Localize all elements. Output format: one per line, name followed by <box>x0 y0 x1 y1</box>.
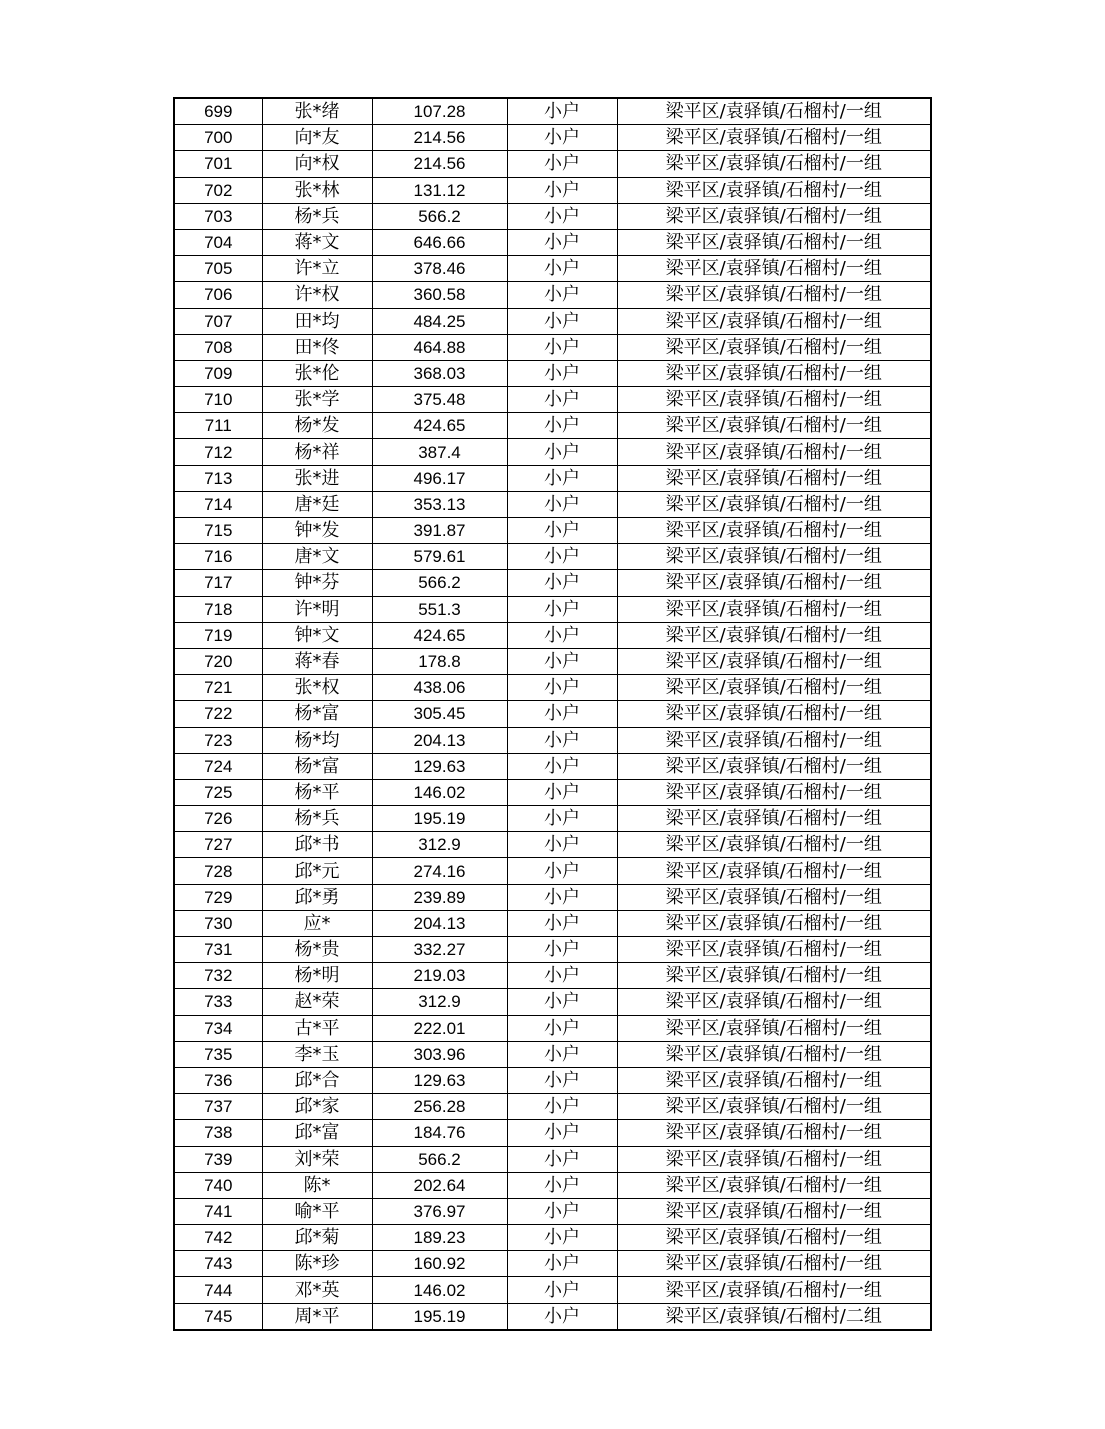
name-cell: 蒋*春 <box>262 648 372 674</box>
table-row <box>174 334 931 360</box>
address-cell: 梁平区/袁驿镇/石榴村/一组 <box>617 596 931 622</box>
table-row <box>174 177 931 203</box>
address-cell: 梁平区/袁驿镇/石榴村/一组 <box>617 282 931 308</box>
amount-cell: 129.63 <box>372 753 507 779</box>
row-number-cell: 727 <box>174 832 262 858</box>
amount-cell: 129.63 <box>372 1067 507 1093</box>
row-number-cell: 725 <box>174 779 262 805</box>
name-cell: 周*平 <box>262 1303 372 1330</box>
row-number-cell: 716 <box>174 544 262 570</box>
type-cell: 小户 <box>507 1251 617 1277</box>
table-row <box>174 989 931 1015</box>
table-row <box>174 1251 931 1277</box>
table-row <box>174 518 931 544</box>
row-number-cell: 708 <box>174 334 262 360</box>
name-cell: 唐*廷 <box>262 491 372 517</box>
name-cell: 陈*珍 <box>262 1251 372 1277</box>
table-row <box>174 701 931 727</box>
address-cell: 梁平区/袁驿镇/石榴村/一组 <box>617 1198 931 1224</box>
address-cell: 梁平区/袁驿镇/石榴村/一组 <box>617 544 931 570</box>
address-cell: 梁平区/袁驿镇/石榴村/一组 <box>617 1041 931 1067</box>
amount-cell: 566.2 <box>372 1146 507 1172</box>
address-cell: 梁平区/袁驿镇/石榴村/一组 <box>617 360 931 386</box>
type-cell: 小户 <box>507 596 617 622</box>
table-row <box>174 439 931 465</box>
row-number-cell: 721 <box>174 675 262 701</box>
row-number-cell: 705 <box>174 256 262 282</box>
name-cell: 唐*文 <box>262 544 372 570</box>
type-cell: 小户 <box>507 413 617 439</box>
table-row <box>174 1094 931 1120</box>
row-number-cell: 706 <box>174 282 262 308</box>
address-cell: 梁平区/袁驿镇/石榴村/一组 <box>617 1015 931 1041</box>
row-number-cell: 701 <box>174 151 262 177</box>
type-cell: 小户 <box>507 387 617 413</box>
address-cell: 梁平区/袁驿镇/石榴村/一组 <box>617 648 931 674</box>
amount-cell: 222.01 <box>372 1015 507 1041</box>
name-cell: 杨*富 <box>262 701 372 727</box>
table-row <box>174 1198 931 1224</box>
name-cell: 杨*平 <box>262 779 372 805</box>
address-cell: 梁平区/袁驿镇/石榴村/二组 <box>617 1303 931 1330</box>
amount-cell: 214.56 <box>372 151 507 177</box>
name-cell: 张*绪 <box>262 98 372 125</box>
table-row <box>174 937 931 963</box>
name-cell: 张*权 <box>262 675 372 701</box>
row-number-cell: 744 <box>174 1277 262 1303</box>
amount-cell: 312.9 <box>372 989 507 1015</box>
table-row <box>174 596 931 622</box>
address-cell: 梁平区/袁驿镇/石榴村/一组 <box>617 832 931 858</box>
address-cell: 梁平区/袁驿镇/石榴村/一组 <box>617 387 931 413</box>
name-cell: 张*林 <box>262 177 372 203</box>
type-cell: 小户 <box>507 177 617 203</box>
name-cell: 邱*家 <box>262 1094 372 1120</box>
row-number-cell: 700 <box>174 125 262 151</box>
table-row <box>174 1172 931 1198</box>
amount-cell: 353.13 <box>372 491 507 517</box>
type-cell: 小户 <box>507 98 617 125</box>
table-row <box>174 203 931 229</box>
table-body <box>174 98 931 1330</box>
amount-cell: 376.97 <box>372 1198 507 1224</box>
row-number-cell: 702 <box>174 177 262 203</box>
table-row <box>174 98 931 125</box>
amount-cell: 146.02 <box>372 1277 507 1303</box>
row-number-cell: 715 <box>174 518 262 544</box>
row-number-cell: 728 <box>174 858 262 884</box>
row-number-cell: 737 <box>174 1094 262 1120</box>
row-number-cell: 734 <box>174 1015 262 1041</box>
amount-cell: 375.48 <box>372 387 507 413</box>
name-cell: 杨*兵 <box>262 806 372 832</box>
name-cell: 田*佟 <box>262 334 372 360</box>
row-number-cell: 731 <box>174 937 262 963</box>
name-cell: 田*均 <box>262 308 372 334</box>
table-row <box>174 884 931 910</box>
row-number-cell: 745 <box>174 1303 262 1330</box>
address-cell: 梁平区/袁驿镇/石榴村/一组 <box>617 989 931 1015</box>
address-cell: 梁平区/袁驿镇/石榴村/一组 <box>617 1146 931 1172</box>
amount-cell: 146.02 <box>372 779 507 805</box>
address-cell: 梁平区/袁驿镇/石榴村/一组 <box>617 1120 931 1146</box>
type-cell: 小户 <box>507 151 617 177</box>
address-cell: 梁平区/袁驿镇/石榴村/一组 <box>617 229 931 255</box>
name-cell: 许*立 <box>262 256 372 282</box>
row-number-cell: 699 <box>174 98 262 125</box>
table-row <box>174 1120 931 1146</box>
row-number-cell: 741 <box>174 1198 262 1224</box>
name-cell: 杨*贵 <box>262 937 372 963</box>
amount-cell: 360.58 <box>372 282 507 308</box>
type-cell: 小户 <box>507 1041 617 1067</box>
type-cell: 小户 <box>507 622 617 648</box>
address-cell: 梁平区/袁驿镇/石榴村/一组 <box>617 439 931 465</box>
name-cell: 邱*合 <box>262 1067 372 1093</box>
type-cell: 小户 <box>507 256 617 282</box>
table-row <box>174 753 931 779</box>
table-row <box>174 675 931 701</box>
type-cell: 小户 <box>507 779 617 805</box>
amount-cell: 214.56 <box>372 125 507 151</box>
address-cell: 梁平区/袁驿镇/石榴村/一组 <box>617 491 931 517</box>
amount-cell: 160.92 <box>372 1251 507 1277</box>
amount-cell: 189.23 <box>372 1225 507 1251</box>
address-cell: 梁平区/袁驿镇/石榴村/一组 <box>617 727 931 753</box>
row-number-cell: 707 <box>174 308 262 334</box>
name-cell: 许*权 <box>262 282 372 308</box>
amount-cell: 566.2 <box>372 570 507 596</box>
table-row <box>174 413 931 439</box>
type-cell: 小户 <box>507 491 617 517</box>
address-cell: 梁平区/袁驿镇/石榴村/一组 <box>617 937 931 963</box>
name-cell: 张*伦 <box>262 360 372 386</box>
type-cell: 小户 <box>507 1303 617 1330</box>
type-cell: 小户 <box>507 753 617 779</box>
name-cell: 钟*发 <box>262 518 372 544</box>
row-number-cell: 729 <box>174 884 262 910</box>
name-cell: 赵*荣 <box>262 989 372 1015</box>
amount-cell: 579.61 <box>372 544 507 570</box>
table-row <box>174 491 931 517</box>
table-row <box>174 1225 931 1251</box>
name-cell: 向*友 <box>262 125 372 151</box>
type-cell: 小户 <box>507 544 617 570</box>
row-number-cell: 723 <box>174 727 262 753</box>
amount-cell: 274.16 <box>372 858 507 884</box>
table-row <box>174 1015 931 1041</box>
amount-cell: 438.06 <box>372 675 507 701</box>
address-cell: 梁平区/袁驿镇/石榴村/一组 <box>617 806 931 832</box>
row-number-cell: 733 <box>174 989 262 1015</box>
row-number-cell: 739 <box>174 1146 262 1172</box>
type-cell: 小户 <box>507 1094 617 1120</box>
address-cell: 梁平区/袁驿镇/石榴村/一组 <box>617 177 931 203</box>
type-cell: 小户 <box>507 989 617 1015</box>
row-number-cell: 724 <box>174 753 262 779</box>
table-row <box>174 1041 931 1067</box>
amount-cell: 496.17 <box>372 465 507 491</box>
type-cell: 小户 <box>507 1146 617 1172</box>
amount-cell: 178.8 <box>372 648 507 674</box>
address-cell: 梁平区/袁驿镇/石榴村/一组 <box>617 203 931 229</box>
type-cell: 小户 <box>507 832 617 858</box>
address-cell: 梁平区/袁驿镇/石榴村/一组 <box>617 1067 931 1093</box>
row-number-cell: 711 <box>174 413 262 439</box>
type-cell: 小户 <box>507 1120 617 1146</box>
row-number-cell: 740 <box>174 1172 262 1198</box>
amount-cell: 424.65 <box>372 413 507 439</box>
type-cell: 小户 <box>507 937 617 963</box>
name-cell: 张*学 <box>262 387 372 413</box>
type-cell: 小户 <box>507 1067 617 1093</box>
type-cell: 小户 <box>507 1015 617 1041</box>
table-row <box>174 806 931 832</box>
amount-cell: 484.25 <box>372 308 507 334</box>
table-row <box>174 1277 931 1303</box>
type-cell: 小户 <box>507 648 617 674</box>
name-cell: 陈* <box>262 1172 372 1198</box>
amount-cell: 195.19 <box>372 1303 507 1330</box>
amount-cell: 303.96 <box>372 1041 507 1067</box>
amount-cell: 239.89 <box>372 884 507 910</box>
amount-cell: 332.27 <box>372 937 507 963</box>
table-row <box>174 465 931 491</box>
type-cell: 小户 <box>507 282 617 308</box>
table-row <box>174 1067 931 1093</box>
type-cell: 小户 <box>507 465 617 491</box>
address-cell: 梁平区/袁驿镇/石榴村/一组 <box>617 622 931 648</box>
address-cell: 梁平区/袁驿镇/石榴村/一组 <box>617 963 931 989</box>
name-cell: 邱*勇 <box>262 884 372 910</box>
address-cell: 梁平区/袁驿镇/石榴村/一组 <box>617 256 931 282</box>
table-row <box>174 963 931 989</box>
address-cell: 梁平区/袁驿镇/石榴村/一组 <box>617 151 931 177</box>
amount-cell: 256.28 <box>372 1094 507 1120</box>
amount-cell: 184.76 <box>372 1120 507 1146</box>
address-cell: 梁平区/袁驿镇/石榴村/一组 <box>617 518 931 544</box>
table-row <box>174 570 931 596</box>
row-number-cell: 709 <box>174 360 262 386</box>
amount-cell: 551.3 <box>372 596 507 622</box>
address-cell: 梁平区/袁驿镇/石榴村/一组 <box>617 308 931 334</box>
table-row <box>174 151 931 177</box>
row-number-cell: 720 <box>174 648 262 674</box>
row-number-cell: 719 <box>174 622 262 648</box>
amount-cell: 387.4 <box>372 439 507 465</box>
table-row <box>174 779 931 805</box>
amount-cell: 219.03 <box>372 963 507 989</box>
table-row <box>174 858 931 884</box>
amount-cell: 107.28 <box>372 98 507 125</box>
address-cell: 梁平区/袁驿镇/石榴村/一组 <box>617 779 931 805</box>
type-cell: 小户 <box>507 203 617 229</box>
row-number-cell: 742 <box>174 1225 262 1251</box>
type-cell: 小户 <box>507 439 617 465</box>
address-cell: 梁平区/袁驿镇/石榴村/一组 <box>617 465 931 491</box>
row-number-cell: 735 <box>174 1041 262 1067</box>
amount-cell: 566.2 <box>372 203 507 229</box>
name-cell: 杨*发 <box>262 413 372 439</box>
name-cell: 张*进 <box>262 465 372 491</box>
name-cell: 喻*平 <box>262 1198 372 1224</box>
table-row <box>174 1303 931 1330</box>
address-cell: 梁平区/袁驿镇/石榴村/一组 <box>617 413 931 439</box>
name-cell: 应* <box>262 910 372 936</box>
type-cell: 小户 <box>507 675 617 701</box>
name-cell: 钟*文 <box>262 622 372 648</box>
amount-cell: 202.64 <box>372 1172 507 1198</box>
row-number-cell: 710 <box>174 387 262 413</box>
type-cell: 小户 <box>507 1225 617 1251</box>
table-row <box>174 360 931 386</box>
name-cell: 邓*英 <box>262 1277 372 1303</box>
type-cell: 小户 <box>507 125 617 151</box>
table-row <box>174 648 931 674</box>
table-row <box>174 544 931 570</box>
name-cell: 许*明 <box>262 596 372 622</box>
table-row <box>174 622 931 648</box>
amount-cell: 312.9 <box>372 832 507 858</box>
type-cell: 小户 <box>507 1277 617 1303</box>
row-number-cell: 712 <box>174 439 262 465</box>
address-cell: 梁平区/袁驿镇/石榴村/一组 <box>617 1251 931 1277</box>
type-cell: 小户 <box>507 570 617 596</box>
table-row <box>174 910 931 936</box>
name-cell: 杨*兵 <box>262 203 372 229</box>
table-row <box>174 308 931 334</box>
name-cell: 杨*明 <box>262 963 372 989</box>
name-cell: 刘*荣 <box>262 1146 372 1172</box>
address-cell: 梁平区/袁驿镇/石榴村/一组 <box>617 675 931 701</box>
type-cell: 小户 <box>507 910 617 936</box>
amount-cell: 204.13 <box>372 910 507 936</box>
row-number-cell: 726 <box>174 806 262 832</box>
type-cell: 小户 <box>507 858 617 884</box>
row-number-cell: 730 <box>174 910 262 936</box>
amount-cell: 204.13 <box>372 727 507 753</box>
table-row <box>174 1146 931 1172</box>
amount-cell: 305.45 <box>372 701 507 727</box>
row-number-cell: 703 <box>174 203 262 229</box>
name-cell: 邱*书 <box>262 832 372 858</box>
address-cell: 梁平区/袁驿镇/石榴村/一组 <box>617 753 931 779</box>
address-cell: 梁平区/袁驿镇/石榴村/一组 <box>617 884 931 910</box>
table-row <box>174 282 931 308</box>
amount-cell: 424.65 <box>372 622 507 648</box>
name-cell: 钟*芬 <box>262 570 372 596</box>
name-cell: 杨*富 <box>262 753 372 779</box>
row-number-cell: 717 <box>174 570 262 596</box>
row-number-cell: 743 <box>174 1251 262 1277</box>
type-cell: 小户 <box>507 1172 617 1198</box>
address-cell: 梁平区/袁驿镇/石榴村/一组 <box>617 1094 931 1120</box>
row-number-cell: 722 <box>174 701 262 727</box>
name-cell: 李*玉 <box>262 1041 372 1067</box>
amount-cell: 378.46 <box>372 256 507 282</box>
name-cell: 杨*均 <box>262 727 372 753</box>
type-cell: 小户 <box>507 360 617 386</box>
type-cell: 小户 <box>507 334 617 360</box>
table-row <box>174 832 931 858</box>
row-number-cell: 718 <box>174 596 262 622</box>
row-number-cell: 738 <box>174 1120 262 1146</box>
name-cell: 杨*祥 <box>262 439 372 465</box>
type-cell: 小户 <box>507 1198 617 1224</box>
name-cell: 古*平 <box>262 1015 372 1041</box>
name-cell: 邱*元 <box>262 858 372 884</box>
type-cell: 小户 <box>507 308 617 334</box>
amount-cell: 464.88 <box>372 334 507 360</box>
type-cell: 小户 <box>507 963 617 989</box>
type-cell: 小户 <box>507 806 617 832</box>
table-row <box>174 727 931 753</box>
row-number-cell: 714 <box>174 491 262 517</box>
address-cell: 梁平区/袁驿镇/石榴村/一组 <box>617 334 931 360</box>
type-cell: 小户 <box>507 229 617 255</box>
row-number-cell: 704 <box>174 229 262 255</box>
table-row <box>174 256 931 282</box>
address-cell: 梁平区/袁驿镇/石榴村/一组 <box>617 910 931 936</box>
address-cell: 梁平区/袁驿镇/石榴村/一组 <box>617 1277 931 1303</box>
row-number-cell: 736 <box>174 1067 262 1093</box>
household-table <box>173 97 932 1331</box>
row-number-cell: 713 <box>174 465 262 491</box>
amount-cell: 646.66 <box>372 229 507 255</box>
type-cell: 小户 <box>507 884 617 910</box>
address-cell: 梁平区/袁驿镇/石榴村/一组 <box>617 701 931 727</box>
amount-cell: 131.12 <box>372 177 507 203</box>
address-cell: 梁平区/袁驿镇/石榴村/一组 <box>617 858 931 884</box>
address-cell: 梁平区/袁驿镇/石榴村/一组 <box>617 98 931 125</box>
address-cell: 梁平区/袁驿镇/石榴村/一组 <box>617 570 931 596</box>
table-row <box>174 387 931 413</box>
amount-cell: 391.87 <box>372 518 507 544</box>
address-cell: 梁平区/袁驿镇/石榴村/一组 <box>617 1172 931 1198</box>
address-cell: 梁平区/袁驿镇/石榴村/一组 <box>617 125 931 151</box>
name-cell: 邱*富 <box>262 1120 372 1146</box>
row-number-cell: 732 <box>174 963 262 989</box>
type-cell: 小户 <box>507 518 617 544</box>
type-cell: 小户 <box>507 701 617 727</box>
name-cell: 邱*菊 <box>262 1225 372 1251</box>
amount-cell: 195.19 <box>372 806 507 832</box>
table-row <box>174 229 931 255</box>
name-cell: 向*权 <box>262 151 372 177</box>
type-cell: 小户 <box>507 727 617 753</box>
name-cell: 蒋*文 <box>262 229 372 255</box>
amount-cell: 368.03 <box>372 360 507 386</box>
address-cell: 梁平区/袁驿镇/石榴村/一组 <box>617 1225 931 1251</box>
table-row <box>174 125 931 151</box>
